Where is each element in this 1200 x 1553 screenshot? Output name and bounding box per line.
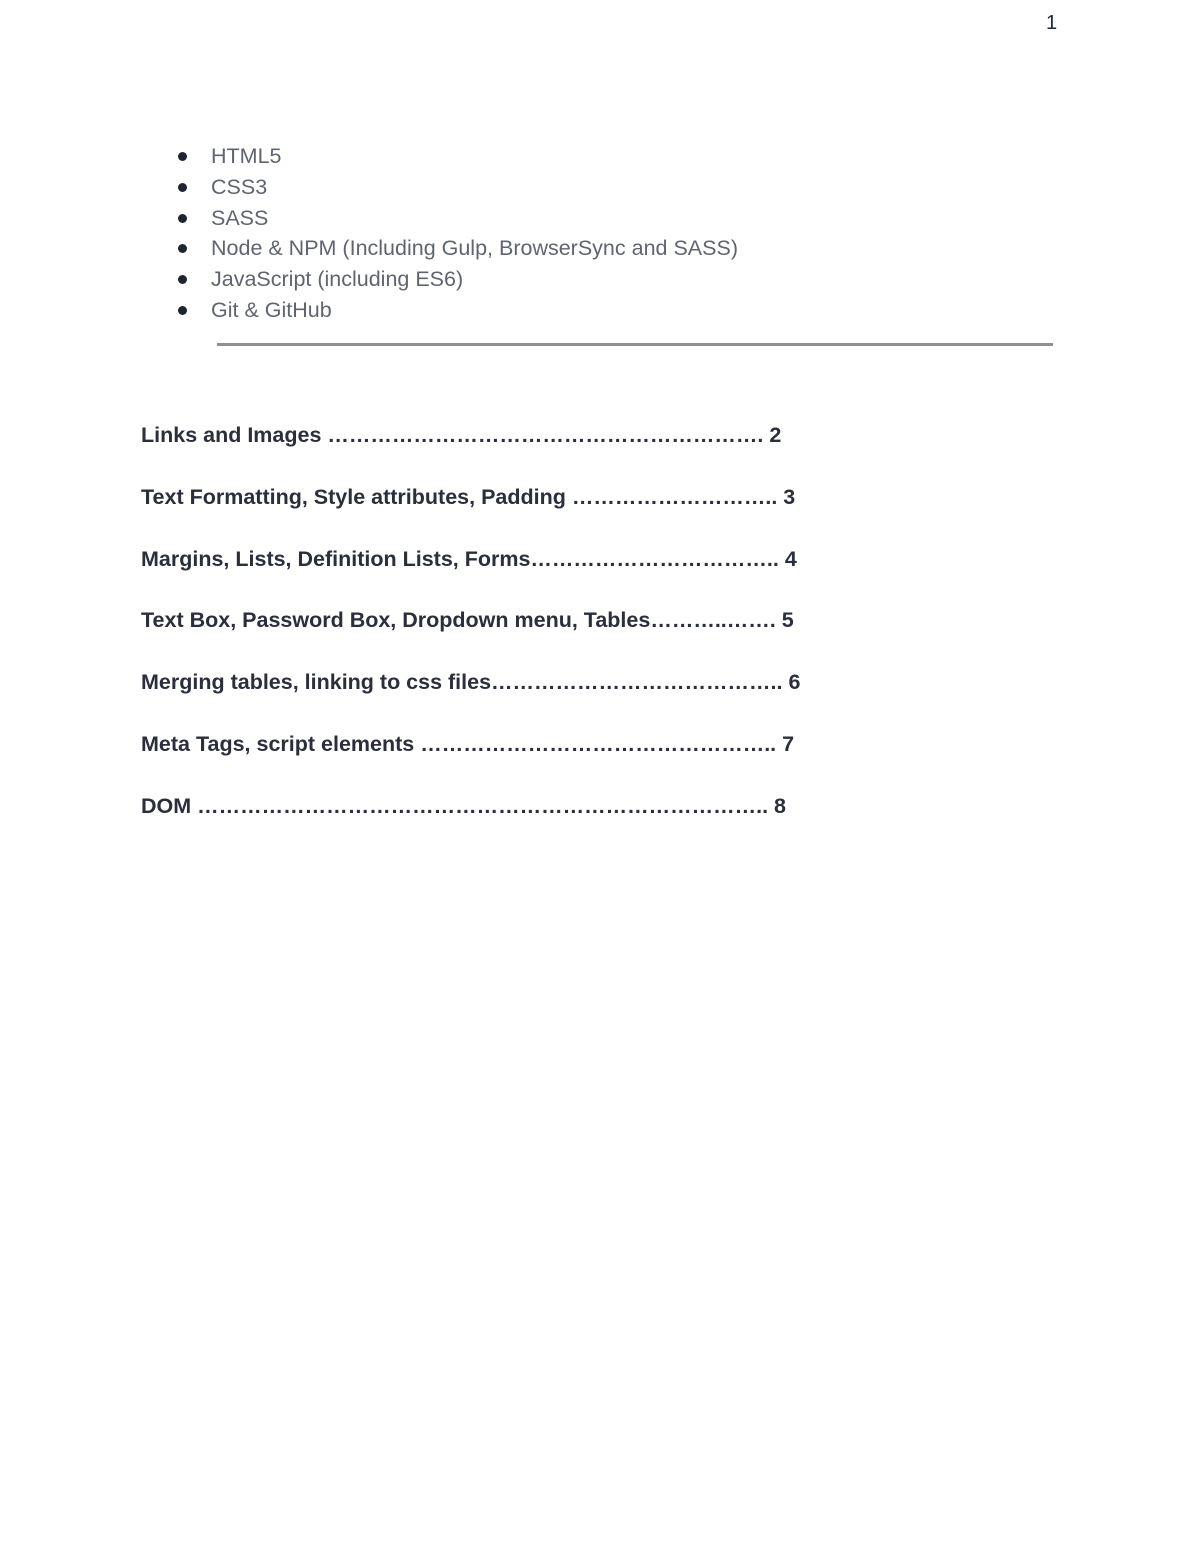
toc-entry: Text Formatting, Style attributes, Padding ……………………….. 3 bbox=[141, 484, 796, 509]
topic-item bbox=[176, 234, 738, 265]
topic-label: HTML5 bbox=[211, 144, 282, 168]
topic-item bbox=[176, 173, 738, 204]
topic-item bbox=[176, 142, 738, 173]
toc-entry: Text Box, Password Box, Dropdown menu, Tables………..……. 5 bbox=[141, 608, 794, 633]
topic-label: Git & GitHub bbox=[211, 297, 332, 322]
bullet-icon bbox=[178, 275, 187, 284]
page-number: 1 bbox=[1046, 12, 1058, 34]
bullet-icon bbox=[178, 152, 187, 161]
horizontal-divider bbox=[217, 343, 1053, 346]
topic-label: CSS3 bbox=[211, 174, 268, 199]
toc-entry: Margins, Lists, Definition Lists, Forms…………………………….. 4 bbox=[141, 546, 797, 571]
toc-entry: Meta Tags, script elements ………………………………………….. 7 bbox=[141, 731, 795, 756]
table-of-contents bbox=[141, 419, 800, 852]
bullet-icon bbox=[178, 214, 187, 223]
toc-entry: Links and Images ……………………………………………………. 2 bbox=[141, 423, 782, 447]
topic-label: Node & NPM (Including Gulp, BrowserSync and SASS) bbox=[211, 236, 738, 261]
topic-item bbox=[176, 204, 738, 235]
topic-item bbox=[176, 296, 738, 327]
bullet-icon bbox=[178, 183, 187, 192]
bullet-icon bbox=[178, 244, 187, 253]
bullet-icon bbox=[178, 306, 187, 315]
topic-label: JavaScript (including ES6) bbox=[211, 267, 464, 292]
topic-label: SASS bbox=[211, 205, 269, 230]
toc-entry: Merging tables, linking to css files………………………………….. 6 bbox=[141, 670, 801, 695]
topic-item bbox=[176, 265, 738, 296]
toc-entry: DOM …………………………………………………………………….. 8 bbox=[141, 793, 787, 818]
topic-list bbox=[176, 142, 738, 327]
